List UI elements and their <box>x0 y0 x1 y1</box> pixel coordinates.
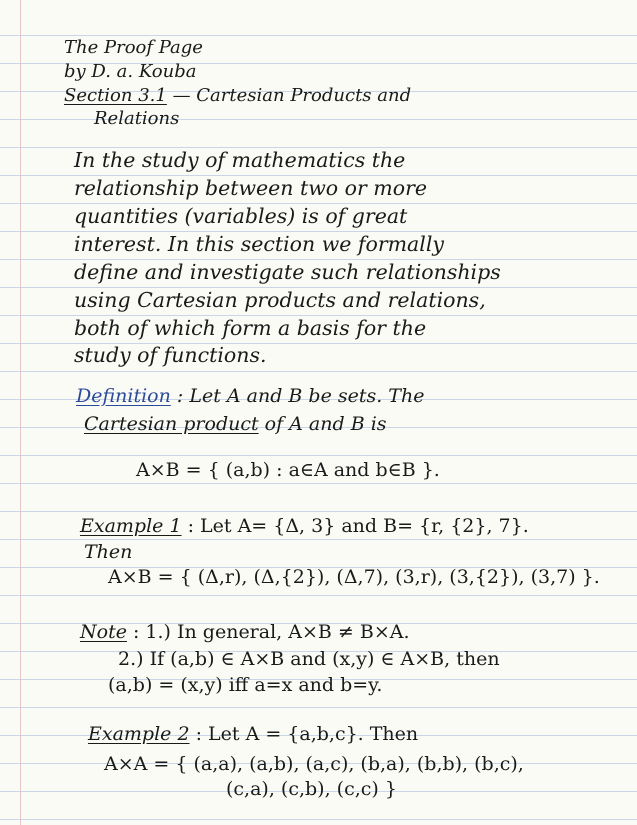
intro-line: relationship between two or more <box>74 176 428 200</box>
cartesian-product-formula: A×B = { (a,b) : a∈A and b∈B }. <box>136 459 440 481</box>
example1-line <box>80 514 529 538</box>
section-title-cont: Relations <box>94 108 180 129</box>
definition-line <box>76 384 424 408</box>
intro-line: define and investigate such relationships <box>74 260 501 284</box>
section-heading <box>64 84 411 108</box>
intro-line: using Cartesian products and relations, <box>74 288 486 312</box>
section-title: — Cartesian Products and <box>166 85 412 106</box>
header-author: by D. a. Kouba <box>64 61 197 82</box>
example2-formula: A×A = { (a,a), (a,b), (a,c), (b,a), (b,b), (b,c), <box>104 753 524 775</box>
example1-label: Example 1 <box>80 515 182 537</box>
note-line <box>80 620 410 644</box>
header-title: The Proof Page <box>64 37 203 58</box>
example2-formula-cont: (c,a), (c,b), (c,c) } <box>226 778 397 800</box>
definition-label: Definition <box>76 385 171 407</box>
example2-line <box>88 722 418 746</box>
example2-text: : Let A = {a,b,c}. Then <box>189 723 419 745</box>
definition-text: : Let A and B be sets. The <box>170 385 425 407</box>
intro-line: interest. In this section we formally <box>74 232 444 256</box>
margin-line <box>20 0 21 825</box>
example1-formula: A×B = { (Δ,r), (Δ,{2}), (Δ,7), (3,r), (3,{2}), (3,7) }. <box>108 566 600 588</box>
intro-line: quantities (variables) is of great <box>74 204 408 228</box>
definition-term: Cartesian product <box>84 413 259 435</box>
example1-then: Then <box>84 541 133 563</box>
intro-line: study of functions. <box>74 343 267 367</box>
note-item2: 2.) If (a,b) ∈ A×B and (x,y) ∈ A×B, then <box>118 648 500 670</box>
intro-line: both of which form a basis for the <box>74 316 427 340</box>
example2-label: Example 2 <box>88 723 190 745</box>
example1-text: : Let A= {Δ, 3} and B= {r, {2}, 7}. <box>181 515 529 537</box>
note-item1: : 1.) In general, A×B ≠ B×A. <box>126 621 410 643</box>
note-item2-cont: (a,b) = (x,y) iff a=x and b=y. <box>108 674 383 696</box>
definition-line-2 <box>84 412 387 436</box>
section-label: Section 3.1 <box>64 85 167 106</box>
definition-text-2: of A and B is <box>258 413 387 435</box>
intro-line: In the study of mathematics the <box>74 148 406 172</box>
note-label: Note <box>80 621 127 643</box>
